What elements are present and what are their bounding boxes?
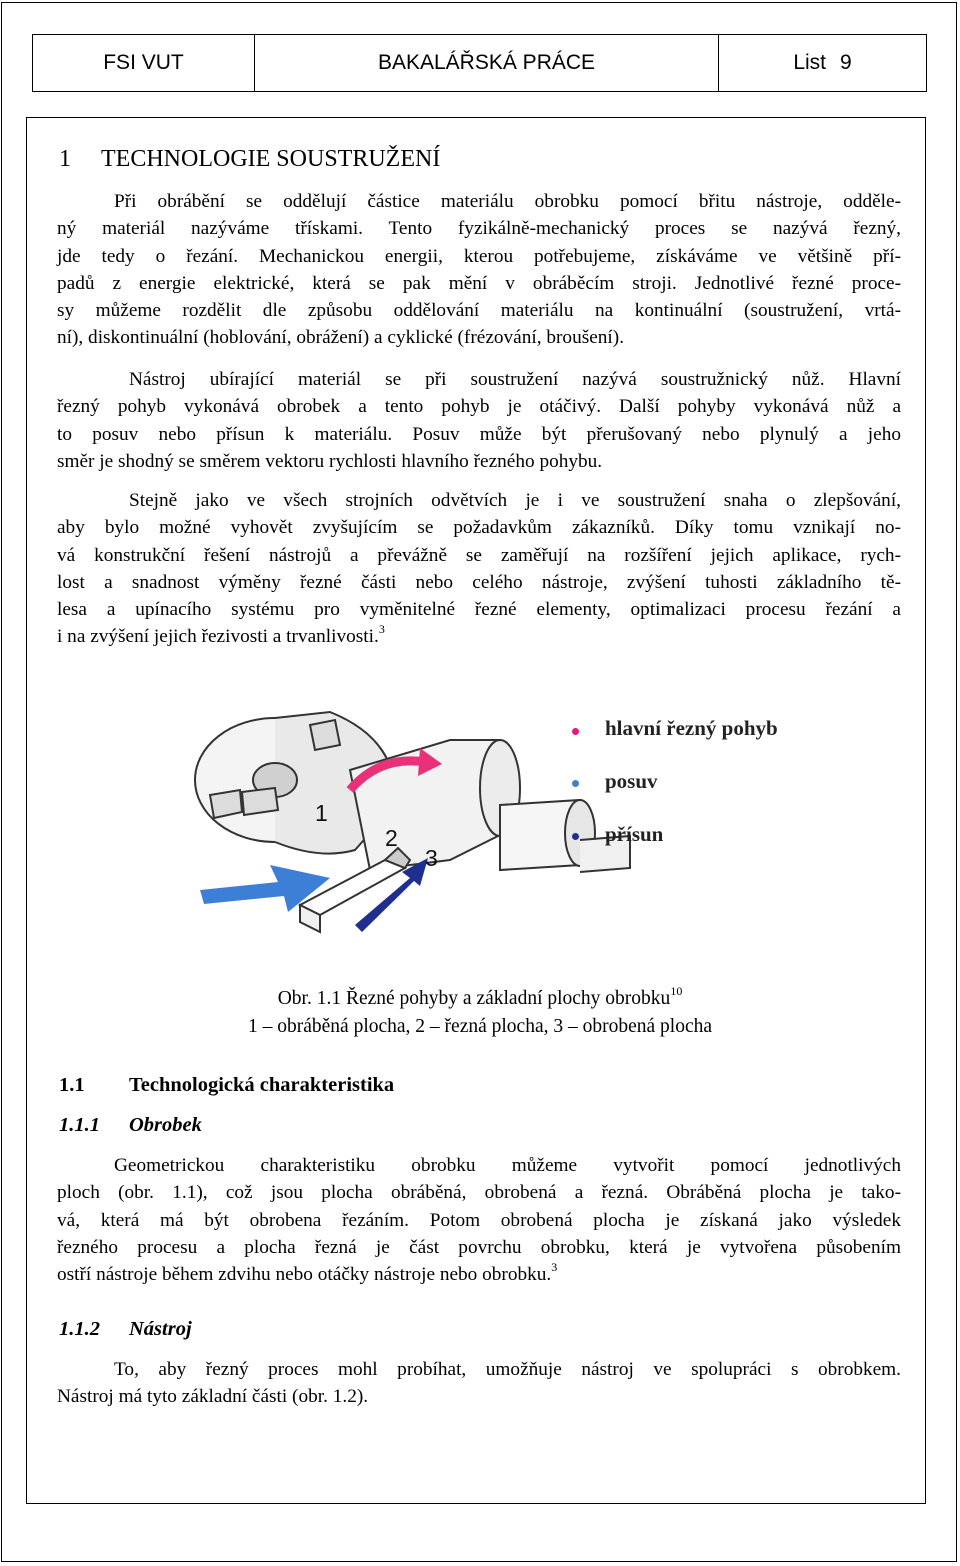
paragraph-line: ní), diskontinuální (hoblování, obrážení) a cyklické (frézování, broušení).	[57, 327, 625, 349]
paragraph-line: směr je shodný se směrem vektoru rychlosti hlavního řezného pohybu.	[57, 450, 603, 472]
citation-ref: 3	[551, 1260, 558, 1275]
legend-feed: posuv	[605, 769, 658, 793]
paragraph-line: sy můžeme rozdělit dle způsobu oddělování materiálu na kontinuální (soustružení, vrtá-	[57, 300, 901, 322]
paragraph-1	[57, 188, 901, 352]
paragraph-line: aby bylo možné vyhovět zvyšujícím se požadavkům zákazníků. Díky tomu vznikají no-	[57, 517, 901, 539]
paragraph-line: to posuv nebo přísun k materiálu. Posuv může být přerušovaný nebo plynulý a jeho	[57, 423, 901, 445]
citation-ref: 3	[378, 622, 385, 637]
paragraph-line-text: i na zvýšení jejich řezivosti a trvanlivosti.	[57, 626, 379, 648]
paragraph-nastroj	[57, 1356, 901, 1411]
paragraph-line	[57, 623, 901, 650]
paragraph-line: Nástroj má tyto základní části (obr. 1.2).	[57, 1386, 369, 1408]
paragraph-line: ploch (obr. 1.1), což jsou plocha obráběná, obrobená a řezná. Obráběná plocha je tako-	[57, 1182, 901, 1204]
section-heading-1	[59, 146, 440, 173]
paragraph-line: Stejně jako ve všech strojních odvětvích je i ve soustružení snaha o zlepšování,	[129, 490, 901, 511]
legend-dot-feed	[572, 780, 579, 787]
section-heading-1-1	[59, 1074, 394, 1097]
section-number: 1.1.1	[59, 1114, 100, 1136]
chuck-jaw	[210, 790, 242, 818]
paragraph-line: vá, která má být obrobena řezáním. Potom obrobená plocha je získaná jako výsledek	[57, 1209, 901, 1231]
paragraph-line: jde tedy o řezání. Mechanickou energii, kterou potřebujeme, získáváme ve většině pří-	[57, 245, 901, 267]
paragraph-line: To, aby řezný proces mohl probíhat, umožňuje nástroj ve spolupráci s obrobkem.	[114, 1359, 901, 1380]
figure-label-3: 3	[425, 845, 438, 871]
section-title: TECHNOLOGIE SOUSTRUŽENÍ	[101, 146, 441, 172]
figure-turning	[180, 700, 820, 985]
paragraph-line: lesa a upínacího systému pro vyměnitelné řezné elementy, optimalizaci procesu řezání a	[57, 599, 901, 621]
paragraph-line: padů z energie elektrické, která se pak mění v obráběcím stroji. Jednotlivé řezné proce-	[57, 272, 901, 294]
paragraph-3	[57, 487, 901, 651]
figure-label-1: 1	[315, 800, 328, 826]
turning-illustration	[180, 700, 820, 985]
figure-label-2: 2	[385, 825, 398, 851]
paragraph-line: Při obrábění se oddělují částice materiálu obrobku pomocí břitu nástroje, odděle-	[114, 191, 901, 212]
legend-infeed: přísun	[605, 822, 664, 846]
section-title: Obrobek	[129, 1114, 202, 1136]
header-sheet	[719, 35, 926, 91]
caption-line-1	[60, 985, 900, 1013]
header-doc-type: BAKALÁŘSKÁ PRÁCE	[255, 35, 719, 91]
paragraph-line: vá konstrukční řešení nástrojů a převážně se zaměřují na rozšíření jejich aplikace, rych-	[57, 544, 901, 566]
chuck-jaw	[242, 788, 278, 815]
paragraph-line: Nástroj ubírající materiál se při soustružení nazývá soustružnický nůž. Hlavní	[129, 369, 901, 390]
paragraph-line	[57, 1261, 901, 1288]
legend-dot-infeed	[572, 833, 579, 840]
legend-dot-cutting	[572, 728, 579, 735]
caption-text: Obr. 1.1 Řezné pohyby a základní plochy obrobku	[277, 988, 671, 1009]
section-number: 1.1	[59, 1074, 85, 1096]
figure-caption	[60, 985, 900, 1041]
header-sheet-label: List	[793, 51, 826, 74]
paragraph-2	[57, 366, 901, 475]
header-school: FSI VUT	[33, 35, 255, 91]
paragraph-line: lost a snadnost výměny řezné části nebo celého nástroje, zvýšení tuhosti základního tě-	[57, 571, 901, 593]
section-title: Nástroj	[129, 1318, 192, 1340]
page-header	[32, 34, 927, 92]
section-title: Technologická charakteristika	[129, 1074, 395, 1096]
paragraph-line-text: ostří nástroje během zdvihu nebo otáčky nástroje nebo obrobku.	[57, 1264, 552, 1286]
section-number: 1.1.2	[59, 1318, 100, 1340]
paragraph-line: ný materiál nazýváme třískami. Tento fyzikálně-mechanický proces se nazývá řezný,	[57, 218, 901, 240]
paragraph-line: řezný pohyb vykonává obrobek a tento pohyb je otáčivý. Další pohyby vykonává nůž a	[57, 396, 901, 418]
paragraph-obrobek	[57, 1152, 901, 1288]
section-heading-1-1-1	[59, 1114, 202, 1137]
section-heading-1-1-2	[59, 1318, 192, 1341]
citation-ref: 10	[670, 984, 683, 998]
paragraph-line: řezného procesu a plocha řezná je část povrchu obrobku, která je vytvořena působením	[57, 1236, 901, 1258]
paragraph-line: Geometrickou charakteristiku obrobku můžeme vytvořit pomocí jednotlivých	[114, 1155, 901, 1176]
legend-cutting-motion: hlavní řezný pohyb	[605, 716, 778, 740]
section-number: 1	[59, 146, 71, 172]
caption-line-2: 1 – obráběná plocha, 2 – řezná plocha, 3 – obrobená plocha	[247, 1016, 713, 1037]
chuck-jaw	[310, 720, 340, 750]
header-sheet-number: 9	[840, 51, 852, 74]
